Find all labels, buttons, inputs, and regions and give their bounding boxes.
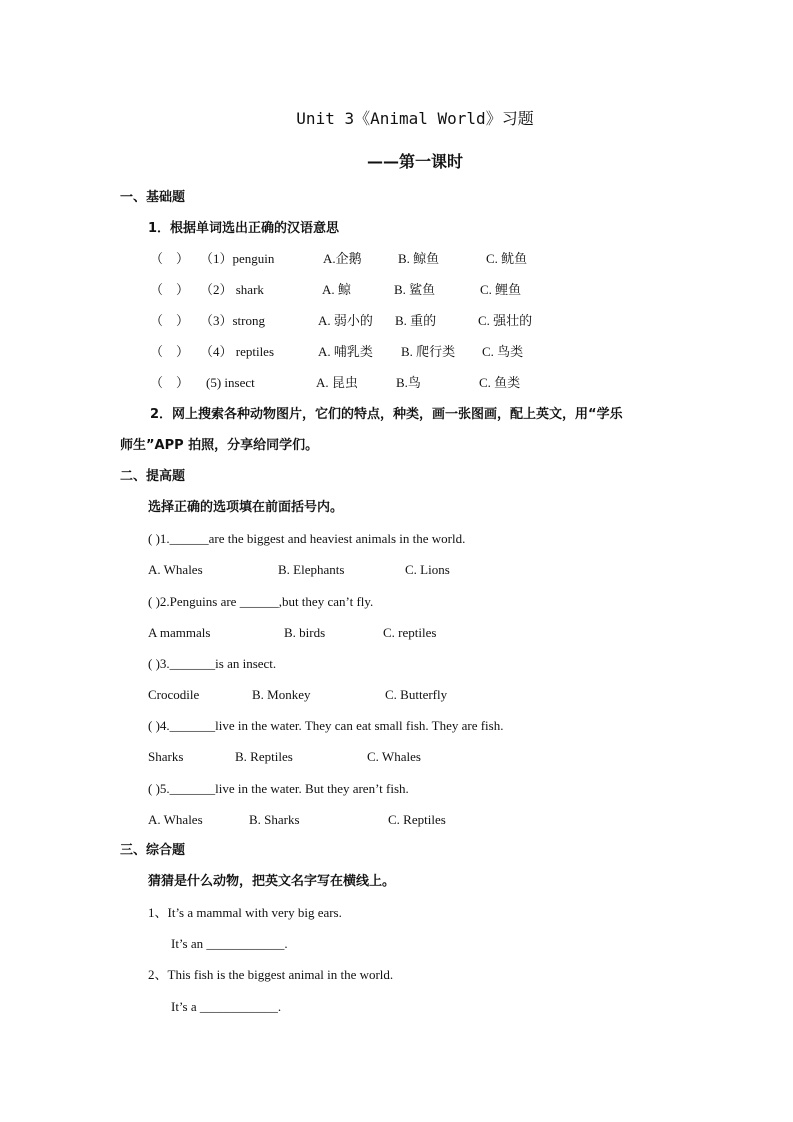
option-b: B. Elephants [278,562,345,577]
option-c: C. 强壮的 [478,313,533,328]
q2-line1: 2．网上搜索各种动物图片，它们的特点，种类，画一张图画，配上英文，用“学乐 [150,407,623,422]
option-a: A. Whales [148,812,203,827]
option-a: A mammals [148,625,211,640]
riddle-answer-line: It’s a ____________. [171,999,282,1014]
option-a: A. 弱小的 [318,313,373,328]
answer-paren: （ ） [150,313,190,328]
option-b: B. Monkey [252,687,311,702]
section3-heading: 三、综合题 [120,843,186,858]
item-word: （3）strong [200,313,266,328]
question-stem: ( )1.______are the biggest and heaviest animals in the world. [148,531,466,546]
answer-paren: （ ） [150,344,190,359]
item-word: （4） reptiles [200,344,275,359]
option-b: B. 重的 [395,313,437,328]
option-c: C. 鸟类 [482,344,524,359]
option-a: A. 鲸 [322,282,351,297]
question-stem: ( )5._______live in the water. But they aren’t fish. [148,781,409,796]
option-a: A. 昆虫 [316,375,358,390]
option-a: A.企鹅 [323,251,362,266]
option-b: B.鸟 [396,375,421,390]
answer-paren: （ ） [150,251,190,266]
question-stem: ( )2.Penguins are ______,but they can’t fly. [148,594,374,609]
section2-instruction: 选择正确的选项填在前面括号内。 [148,500,344,515]
page-subtitle: ——第一课时 [366,152,463,171]
section2-heading: 二、提高题 [120,469,186,484]
section1-heading: 一、基础题 [120,190,186,205]
section3-instruction: 猜猜是什么动物，把英文名字写在横线上。 [148,874,396,889]
question-stem: ( )3._______is an insect. [148,656,277,671]
option-a: A. Whales [148,562,203,577]
option-a: Sharks [148,749,184,764]
option-a: A. 哺乳类 [318,344,373,359]
option-b: B. birds [284,625,326,640]
option-c: C. 鱼类 [479,375,521,390]
answer-paren: （ ） [150,282,190,297]
option-c: C. Whales [367,749,421,764]
option-b: B. 爬行类 [401,344,456,359]
riddle-question: 2、This fish is the biggest animal in the world. [148,967,394,982]
option-b: B. Reptiles [235,749,293,764]
option-c: C. Lions [405,562,450,577]
option-c: C. Butterfly [385,687,448,702]
option-c: C. 鱿鱼 [486,251,528,266]
option-c: C. 鲤鱼 [480,282,522,297]
option-b: B. 鲸鱼 [398,251,440,266]
riddle-question: 1、It’s a mammal with very big ears. [148,905,342,920]
riddle-answer-line: It’s an ____________. [171,936,288,951]
item-word: （1）penguin [200,251,275,266]
item-word: (5) insect [206,375,255,390]
q2-line2: 师生”APP 拍照，分享给同学们。 [120,438,319,453]
q1-title: 1．根据单词选出正确的汉语意思 [148,221,340,236]
option-b: B. 鲨鱼 [394,282,436,297]
option-a: Crocodile [148,687,200,702]
item-word: （2） shark [200,282,264,297]
option-c: C. Reptiles [388,812,446,827]
page-title: Unit 3《Animal World》习题 [296,109,534,128]
answer-paren: （ ） [150,375,190,390]
option-b: B. Sharks [249,812,300,827]
question-stem: ( )4._______live in the water. They can eat small fish. They are fish. [148,718,504,733]
option-c: C. reptiles [383,625,437,640]
